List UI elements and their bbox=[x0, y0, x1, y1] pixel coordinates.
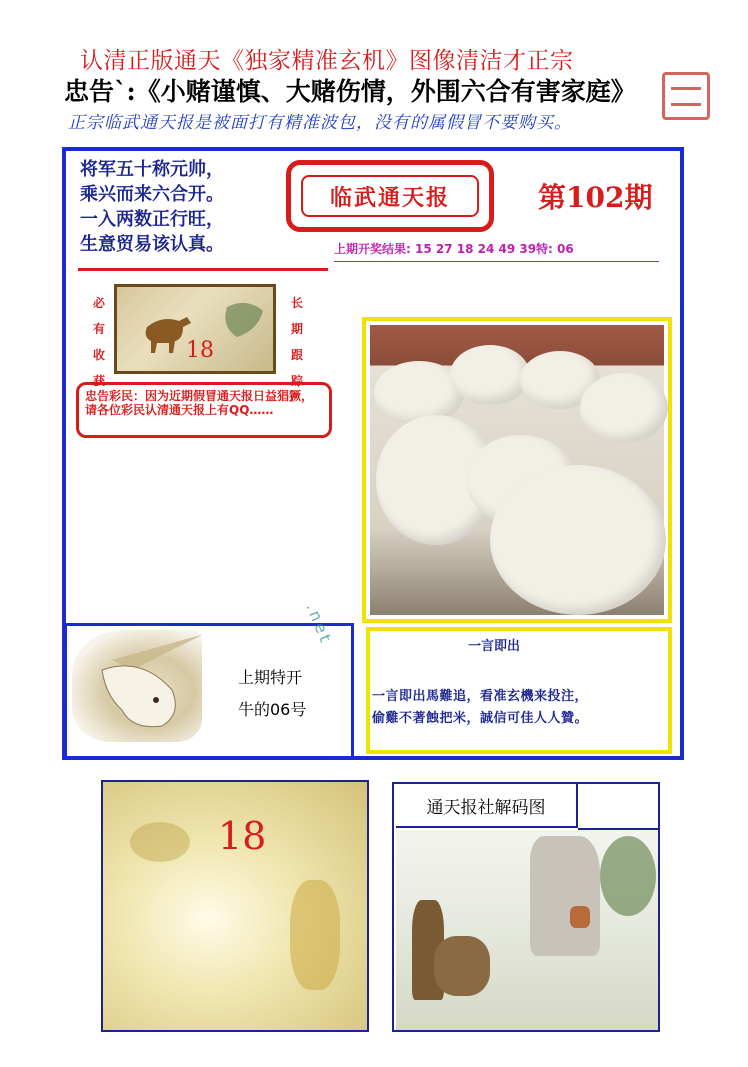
poem-line-3: 一入两数正行旺， bbox=[80, 209, 224, 230]
last-special-number bbox=[238, 662, 306, 726]
rock-shape bbox=[530, 836, 600, 956]
dog-icon bbox=[434, 936, 490, 996]
tree-shape bbox=[600, 836, 656, 916]
header-line-1: 认清正版通天《独家精准玄机》图像清洁才正宗 bbox=[80, 48, 574, 74]
sheep-photo-frame bbox=[362, 317, 672, 623]
poem-line-1: 将军五十称元帅， bbox=[80, 159, 224, 180]
yanji-line-2: 偷雞不著蝕把米，誠信可佳人人贊。 bbox=[372, 711, 589, 726]
sheep-photo bbox=[370, 325, 664, 615]
header-authenticity-note: 正宗临武通天报是被面打有精准波包，没有的属假冒不要购买。 bbox=[68, 113, 572, 133]
last-special-line-2: 牛的06号 bbox=[238, 700, 307, 719]
divider-line bbox=[78, 268, 328, 271]
painting-decoration bbox=[130, 822, 190, 862]
poem bbox=[80, 157, 310, 257]
masthead-title: 临武通天报 bbox=[301, 175, 479, 217]
last-draw-result: 上期开奖结果: 15 27 18 24 49 39特: 06 bbox=[334, 240, 659, 262]
poem-line-4: 生意贸易该认真。 bbox=[80, 234, 224, 255]
last-special-line-1: 上期特开 bbox=[238, 668, 303, 687]
yanji-title: 一言即出 bbox=[468, 639, 521, 654]
header-warning: 忠告`:《小赌谨慎、大赌伤情，外围六合有害家庭》 bbox=[64, 77, 636, 106]
masthead-title-box bbox=[286, 160, 494, 232]
vertical-label-right: 长 期 跟 踪 bbox=[290, 296, 303, 388]
decode-title: 通天报社解码图 bbox=[396, 784, 578, 828]
vertical-label-left: 必 有 收 获 bbox=[92, 296, 105, 388]
issue-number: 第102期 bbox=[538, 181, 653, 214]
painting-decoration bbox=[290, 880, 340, 990]
watermark: .net bbox=[302, 600, 337, 648]
red-seal-stamp bbox=[662, 72, 710, 120]
bottom-left-number: 18 bbox=[218, 814, 267, 858]
warning-notice: 忠告彩民：因为近期假冒通天报日益猖獗，请各位彩民认清通天报上有QQ…… bbox=[76, 382, 332, 438]
yanji-text bbox=[372, 686, 672, 730]
unicorn-icon bbox=[72, 630, 202, 742]
yanji-line-1: 一言即出馬難追，看准玄機来投注， bbox=[372, 689, 589, 704]
decode-title-line bbox=[578, 828, 660, 830]
unicorn-image bbox=[72, 630, 202, 742]
deer-icon bbox=[570, 906, 590, 928]
horse-number: 18 bbox=[186, 338, 214, 363]
poem-line-2: 乘兴而来六合开。 bbox=[80, 184, 224, 205]
